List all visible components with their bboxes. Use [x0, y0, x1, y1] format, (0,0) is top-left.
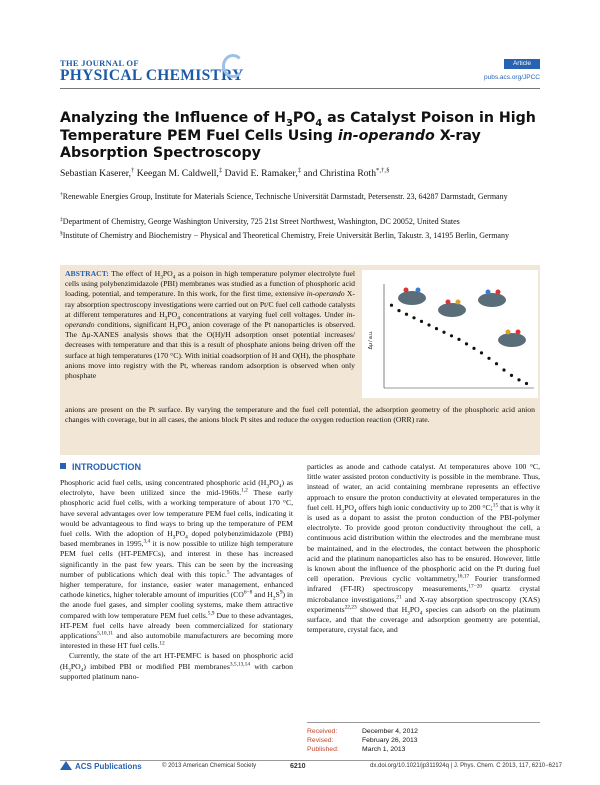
date-published: Published: March 1, 2013 — [307, 746, 406, 754]
adsorbate-h — [516, 330, 521, 335]
data-point — [502, 368, 505, 371]
data-point — [427, 323, 430, 326]
adsorbate-d — [456, 300, 461, 305]
data-point — [525, 382, 528, 385]
journal-name: PHYSICAL CHEMISTRY — [60, 67, 244, 84]
abstract-text-bottom: anions are present on the Pt surface. By varying the temperature and the fuel cell potential, the adsorption geometry of the phosphoric acid anion changes with coverage, but in all cases, the anions block Pt sites and reduce the oxygen reduction reaction (ORR) rate. — [65, 405, 535, 425]
adsorbate-g — [506, 330, 511, 335]
adsorbate-f — [496, 290, 501, 295]
paragraph: particles as anode and cathode catalyst. At temperatures above 100 °C, little water assisted proton conductivity is possible in the membrane. Thus, instead of water, an acid containing membrane represents an effective approach to ensure the proton conductivity at elevated temperatures in the fuel cell. $H_3PO_4$ offers high ionic conductivity up to 200 °C;$^{15}$ that is why it is used as a dopant to assist the proton conduction of the PBI-polymer electrolyte. To provide good proton conductivity throughout the cell, a continuous acid distribution within the electrodes and the membrane must be maintained, and in the electrodes, the contact between the phosphoric acid and the platinum nanoparticles also has to be ensured. However, little is known about the influence of the phosphoric acid on the Pt during fuel cell operation. Previous cyclic voltammetry,$^{16,17}$ Fourier transformed infrared (FT-IR) spectroscopy measurements,$^{17-20}$ quartz crystal microbalance investigations,$^{21}$ and X-ray absorption spectroscopy (XAS) experiments$^{22,23}$ showed that $H_3PO_4$ species can adsorb on the platinum surface, and that the coverage and adsorption geometry are potential, temperature, crystal face, and — [307, 462, 540, 635]
adsorbate-b — [416, 288, 421, 293]
data-point — [435, 327, 438, 330]
journal-name-small: THE JOURNAL OF — [60, 58, 139, 68]
doi-citation[interactable]: dx.doi.org/10.1021/jp311924q | J. Phys. Chem. C 2013, 117, 6210−6217 — [370, 763, 562, 769]
particle-1 — [398, 291, 426, 305]
date-received: Received: December 4, 2012 — [307, 728, 418, 735]
abstract-label: ABSTRACT: — [65, 269, 109, 278]
y-axis-label: Δμ / a.u. — [368, 330, 374, 350]
body-column-left — [60, 478, 293, 682]
data-point — [450, 334, 453, 337]
particle-3 — [478, 293, 506, 307]
affiliation-2: ‡Department of Chemistry, George Washington University, 725 21st Street Northwest, Washington, DC 20052, United States — [60, 216, 460, 226]
article-badge: Article — [504, 59, 540, 69]
journal-url[interactable]: pubs.acs.org/JPCC — [484, 74, 540, 81]
dates-divider — [307, 722, 540, 723]
author-list: Sebastian Kaserer,† Keegan M. Caldwell,‡ David E. Ramaker,‡ and Christina Roth*,†,§ — [60, 166, 390, 179]
data-point — [517, 378, 520, 381]
acs-publications-logo: ACS Publications — [60, 761, 142, 771]
data-point — [457, 338, 460, 341]
data-point — [480, 351, 483, 354]
abstract-text-top — [65, 269, 355, 381]
data-point — [390, 304, 393, 307]
abstract-box — [60, 265, 540, 455]
data-point — [465, 342, 468, 345]
header-divider — [60, 88, 540, 89]
toc-graphic — [362, 270, 538, 398]
nanoparticle-illustrations — [398, 288, 526, 348]
paragraph: Phosphoric acid fuel cells, using concentrated phosphoric acid $(H_3PO_4)$ as electrolyte, have been utilized since the mid-1960s.$^{1,2}$ These early phosphoric acid fuel cells, with a working temperature of about 170 °C, have several advantages over low temperature PEM fuel cells, indicating it would be advantageous to find ways to bring up the temperature of PEM fuel cells. With the adoption of $H_3PO_4$ doped polybenzimidazole (PBI) based membranes in 1995,$^{3,4}$ it is now possible to utilize high temperature PEM fuel cells (HT-PEMFCs), and interest in these has increased significantly in the past few years. This can be seen by the increasing number of publications which deal with this topic.$^5$ The advantages of higher temperature, for instance, easier water management, enhanced cathode kinetics, higher tolerable amount of impurities ($CO^{6-8}$ and $H_2S^9$) in the anode fuel gases, and simpler cooling systems, make them attractive compared with low temperature PEM fuel cells.$^{5,9}$ Due to these advantages, HT-PEM fuel cells have already been commercialized for stationary applications$^{5,10,11}$ and also automobile manufacturers are becoming more interested in these HT fuel cells.$^{12}$ — [60, 478, 294, 651]
affiliation-1: †Renewable Energies Group, Institute for Materials Science, Technische Universität Darmstadt, Petersenstr. 23, 64287 Darmstadt, Germany — [60, 191, 508, 201]
page-number: 6210 — [290, 763, 306, 770]
copyright: © 2013 American Chemical Society — [162, 763, 257, 769]
toc-chart — [362, 270, 538, 398]
particle-4 — [498, 333, 526, 347]
adsorbate-e — [486, 290, 491, 295]
data-point — [412, 316, 415, 319]
section-heading-introduction: INTRODUCTION — [60, 462, 141, 472]
journal-header — [60, 58, 300, 83]
data-point — [420, 320, 423, 323]
acs-logo-icon — [60, 761, 72, 770]
data-point — [472, 347, 475, 350]
data-point — [510, 374, 513, 377]
adsorbate-a — [404, 288, 409, 293]
data-point — [397, 309, 400, 312]
section-marker-icon — [60, 463, 66, 469]
body-column-right — [307, 462, 540, 635]
data-point — [405, 313, 408, 316]
particle-2 — [438, 303, 466, 317]
article-title: Analyzing the Influence of $H_3PO_4$ as Catalyst Poison in High Temperature PEM Fuel Cells Using in-operando X-ray Absorption Spectroscopy — [60, 110, 536, 161]
journal-logo-c — [222, 54, 244, 78]
publication-dates — [307, 727, 540, 755]
affiliation-3: §Institute of Chemistry and Biochemistry − Physical and Theoretical Chemistry, Freie Universität Berlin, Takustr. 3, 14195 Berlin, Germany — [60, 230, 509, 240]
data-point — [487, 357, 490, 360]
adsorbate-c — [446, 300, 451, 305]
date-revised: Revised: February 26, 2013 — [307, 737, 418, 745]
data-point — [442, 331, 445, 334]
paragraph: Currently, the state of the art HT-PEMFC is based on phosphoric acid $(H_3PO_4)$ imbibed PBI or modified PBI membranes$^{3,5,13,14}$ with carbon supported platinum nano- — [60, 651, 293, 681]
abstract-body: The effect of $H_3PO_4$ as a poison in high temperature polymer electrolyte fuel cells using polybenzimidazole (PBI) membranes was studied as a function of phosphoric acid loading, potential, and temperature. In this work, for the first time, extensive in-operando X-ray absorption spectroscopy investigations were carried out on Pt/C fuel cell cathode catalysts at different temperatures and $H_3PO_4$ concentrations at varying fuel cell voltages. Under in-operando conditions, significant $H_3PO_4$ anion coverage of the Pt nanoparticles is observed. The Δμ-XANES analysis shows that the O(H)/H adsorption onset potential increases/ decreases with temperature and that this is a result of phosphate anions being driven off the surface at high temperatures (170 °C). With initial coadsorption of H and O(H), the phosphate anions move into registry with the Pt, whereas random adsorption is observed when only phosphate — [65, 269, 355, 381]
data-point — [495, 362, 498, 365]
